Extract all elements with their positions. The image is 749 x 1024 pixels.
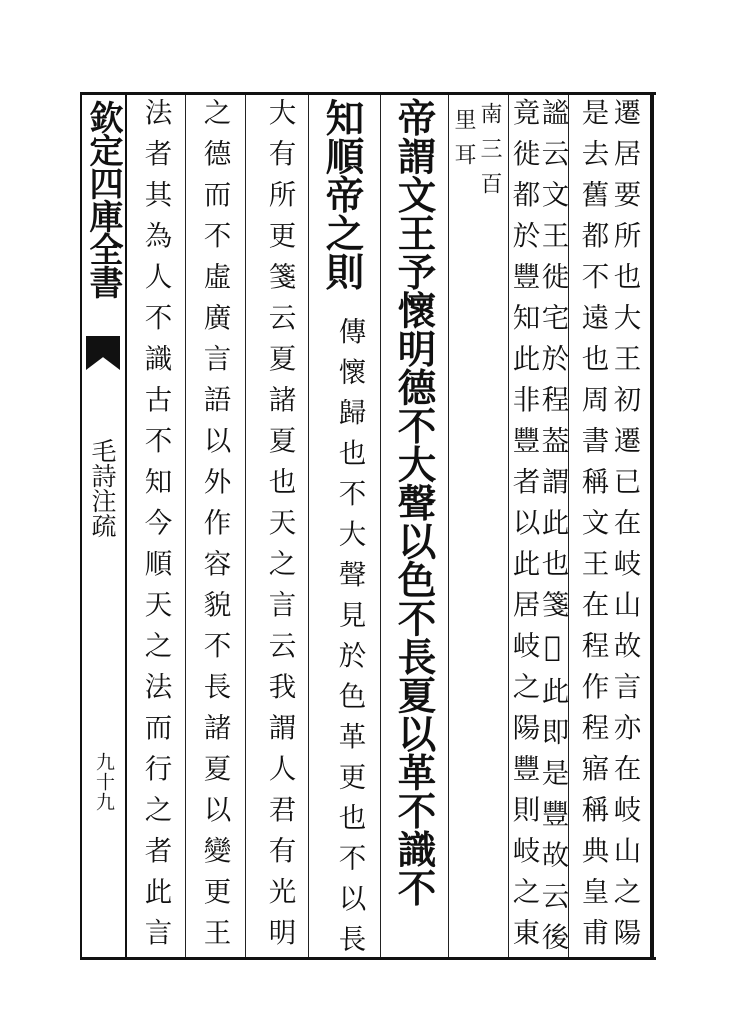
- margin-divider: [125, 92, 127, 960]
- page-number: 九十九: [93, 752, 115, 812]
- text-column-7a: 知順帝之則: [319, 98, 365, 291]
- text-column-3: 謐云文王徙宅於程葢謂此也箋𨺚此即是豐故云後: [536, 98, 569, 964]
- column-rule: [448, 95, 449, 957]
- frame-right-border: [650, 92, 654, 960]
- text-column-5a: 南三百: [477, 102, 502, 207]
- column-rule: [380, 95, 381, 957]
- column-rule: [245, 95, 246, 957]
- frame-left-border: [80, 92, 82, 960]
- column-rule: [185, 95, 186, 957]
- text-column-9: 之德而不虛廣言語以外作容貌不長諸夏以變更王: [198, 98, 231, 959]
- text-column-1: 遷居要所也大王初遷已在岐山故言亦在岐山之陽: [608, 98, 641, 959]
- book-title: 毛詩注疏: [88, 438, 117, 538]
- text-column-4: 竟徙都於豐知此非豐者以此居岐之陽豐則岐之東: [507, 98, 540, 959]
- text-column-5b: 里耳: [451, 108, 476, 178]
- text-column-7b: 傳懷歸也不大聲見於色革更也不以長: [333, 317, 366, 965]
- text-column-8: 大有所更箋云夏諸夏也天之言云我謂人君有光明: [263, 98, 296, 959]
- column-rule: [308, 95, 309, 957]
- text-column-6: 帝謂文王予懷明德不大聲以色不長夏以革不識不: [391, 98, 437, 907]
- text-column-10: 法者其為人不識古不知今順天之法而行之者此言: [139, 98, 172, 959]
- frame-top-border: [80, 92, 656, 95]
- collection-title: 欽定四庫全書: [83, 100, 123, 298]
- fish-tail-mark: [86, 336, 120, 370]
- text-column-2: 是去舊都不遠也周書稱文王在程作程寤稱典皇甫: [576, 98, 609, 959]
